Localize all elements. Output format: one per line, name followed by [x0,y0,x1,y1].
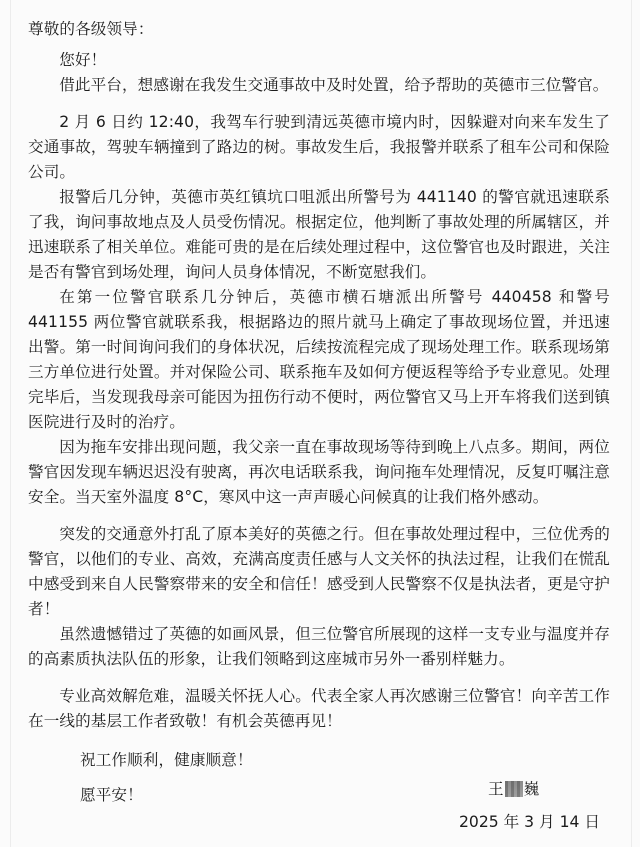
signature-given-name: 巍 [523,780,540,798]
first-officer-paragraph: 报警后几分钟，英德市英红镇坑口咀派出所警号为 441140 的警官就迅速联系了我，询问事故地点及人员受伤情况。根据定位，他判断了事故处理的所属辖区，并迅速联系了相关单位。难能可贵的是在后续处理过程中，这位警官也及时跟进，关注是否有警官到场处理，询问人员身体情况，不断宽慰我们。 [28,188,610,281]
two-officers-paragraph: 在第一位警官联系几分钟后，英德市横石塘派出所警号 440458 和警号 441155 两位警官就联系我，根据路边的照片就马上确定了事故现场位置，并迅速出警。第一时间询问我们的身体状况，后续按流程完成了现场处理工作。联系现场第三方单位进行处置。并对保险公司、联系拖车及如何方便返程等给予专业意见。处理完毕后，当发现我母亲可能因为扭伤行动不便时，两位警官又马上开车将我们送到镇医院进行及时的治疗。 [28,288,610,431]
redaction-block [505,781,523,797]
greeting-paragraph: 您好！ [59,51,107,69]
closing-wish: 祝工作顺利，健康顺意！ [80,751,253,769]
scenery-paragraph: 虽然遗憾错过了英德的如画风景，但三位警官所展现的这样一支专业与温度并存的高素质执法队伍的形象，让我们领略到这座城市另外一番别样魅力。 [28,625,610,668]
closing-peace: 愿平安！ [80,786,143,804]
signature [488,778,539,800]
tow-truck-paragraph: 因为拖车安排出现问题，我父亲一直在事故现场等待到晚上八点多。期间，两位警官因发现车辆迟迟没有驶离，再次电话联系我，询问拖车处理情况，反复叮嘱注意安全。当天室外温度 8°C，寒风中这一声声暖心问候真的让我们格外感动。 [28,438,610,506]
accident-paragraph: 2 月 6 日约 12:40，我驾车行驶到清远英德市境内时，因躲避对向来车发生了交通事故，驾驶车辆撞到了路边的树。事故发生后，我报警并联系了租车公司和保险公司。 [28,113,610,181]
signature-surname: 王 [488,780,504,798]
thanks-paragraph: 借此平台，想感谢在我发生交通事故中及时处置，给予帮助的英德市三位警官。 [59,76,609,94]
reflection-paragraph: 突发的交通意外打乱了原本美好的英德之行。但在事故处理过程中，三位优秀的警官，以他们的专业、高效，充满高度责任感与人文关怀的执法过程，让我们在慌乱中感受到来自人民警察带来的安全和信任！感受到人民警察不仅是执法者，更是守护者！ [28,525,610,618]
letter-body [28,17,610,808]
salutation: 尊敬的各级领导： [28,20,154,38]
gratitude-paragraph: 专业高效解危难，温暖关怀抚人心。代表全家人再次感谢三位警官！向辛苦工作在一线的基层工作者致敬！有机会英德再见！ [28,687,610,730]
letter-date: 2025 年 3 月 14 日 [458,813,600,831]
